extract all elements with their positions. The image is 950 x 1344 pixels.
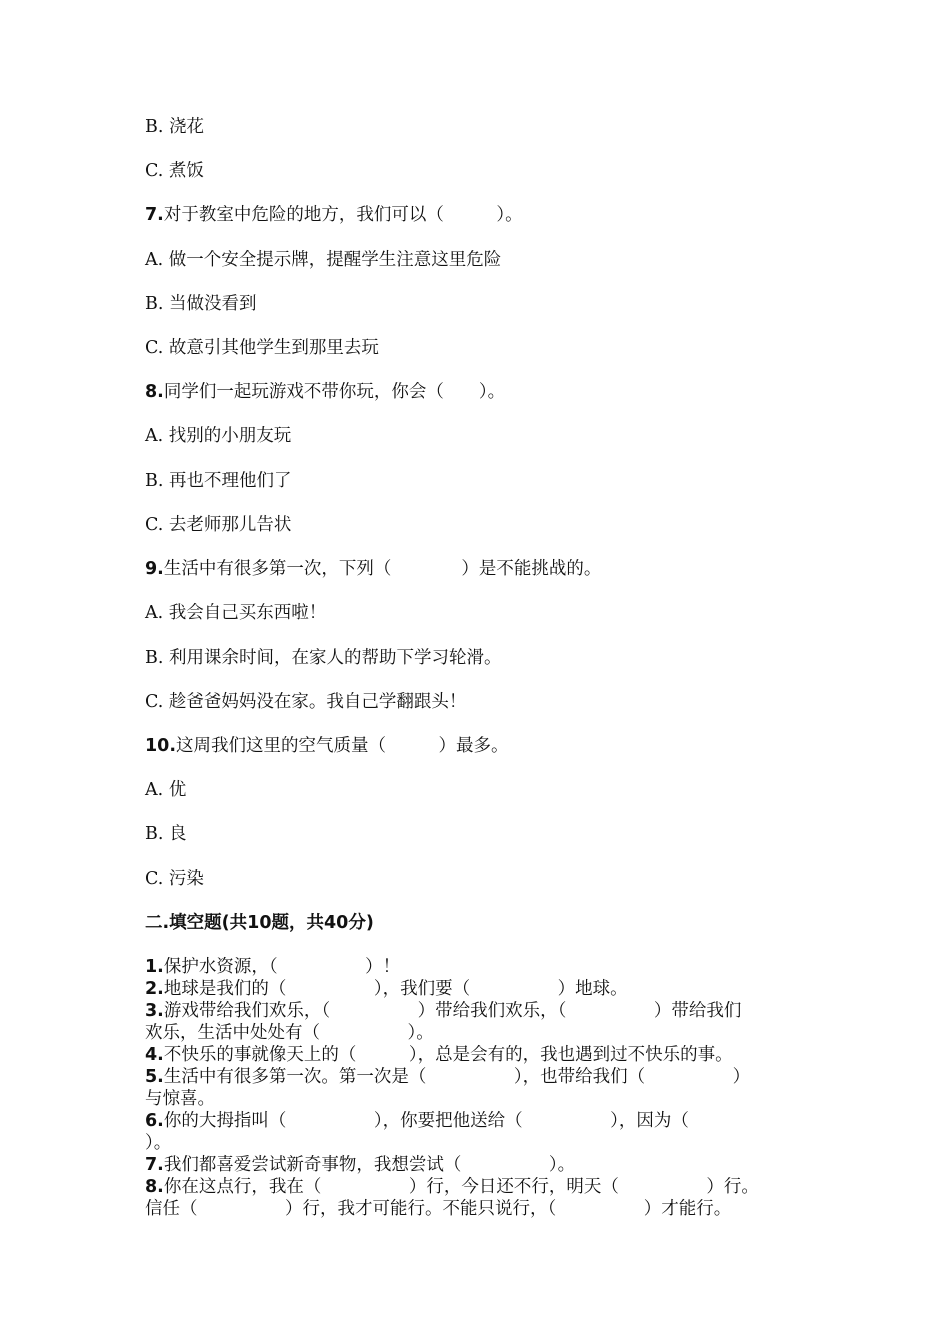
q7-question (145, 203, 523, 227)
fill-number: 5. (145, 1067, 164, 1087)
fill-question-8 (145, 1175, 759, 1199)
fill-number: 2. (145, 979, 164, 999)
fill-number: 8. (145, 1177, 164, 1197)
q10-option-c: C. 污染 (145, 869, 204, 889)
q10-text: 这周我们这里的空气质量（ ）最多。 (176, 736, 509, 756)
q8-option-c: C. 去老师那儿告状 (145, 515, 292, 535)
fill-number: 7. (145, 1155, 164, 1175)
q7-text: 对于教室中危险的地方，我们可以（ ）。 (163, 205, 523, 225)
q7-number: 7. (145, 205, 164, 225)
fill-question-6-cont: ）。 (145, 1133, 172, 1153)
q10-question (145, 734, 509, 758)
fill-number: 1. (145, 957, 164, 977)
q7-option-c: C. 故意引其他学生到那里去玩 (145, 338, 379, 358)
q8-option-b: B. 再也不理他们了 (145, 471, 292, 491)
fill-text: 保护水资源，（ ）！ (163, 957, 401, 977)
fill-question-5 (145, 1065, 750, 1089)
fill-text: 生活中有很多第一次。第一次是（ ），也带给我们（ ） (163, 1067, 751, 1087)
fill-text: 游戏带给我们欢乐，（ ）带给我们欢乐，（ ）带给我们 (163, 1001, 742, 1021)
fill-text: 我们都喜爱尝试新奇事物，我想尝试（ ）。 (163, 1155, 576, 1175)
q9-option-b: B. 利用课余时间，在家人的帮助下学习轮滑。 (145, 648, 502, 668)
q8-question (145, 380, 505, 404)
fill-question-3-cont: 欢乐，生活中处处有（ ）。 (145, 1023, 434, 1043)
q8-text: 同学们一起玩游戏不带你玩，你会（ ）。 (163, 382, 506, 402)
fill-question-3 (145, 999, 741, 1023)
fill-number: 4. (145, 1045, 164, 1065)
q7-option-a: A. 做一个安全提示牌，提醒学生注意这里危险 (145, 250, 502, 270)
q9-text: 生活中有很多第一次，下列（ ）是不能挑战的。 (163, 559, 602, 579)
q6-option-b: B. 浇花 (145, 117, 204, 137)
fill-question-2 (145, 977, 628, 1001)
fill-number: 3. (145, 1001, 164, 1021)
section-heading: 二.填空题(共10题，共40分) (145, 913, 374, 933)
q9-option-c: C. 趁爸爸妈妈没在家。我自己学翻跟头！ (145, 692, 467, 712)
fill-number: 6. (145, 1111, 164, 1131)
q10-number: 10. (145, 736, 177, 756)
fill-text: 你在这点行，我在（ ）行，今日还不行，明天（ ）行。 (163, 1177, 759, 1197)
q10-option-a: A. 优 (145, 780, 187, 800)
q10-option-b: B. 良 (145, 824, 187, 844)
q9-option-a: A. 我会自己买东西啦！ (145, 603, 327, 623)
fill-text: 地球是我们的（ ），我们要（ ）地球。 (163, 979, 628, 999)
q6-option-c: C. 煮饭 (145, 161, 204, 181)
q8-number: 8. (145, 382, 164, 402)
fill-question-5-cont: 与惊喜。 (145, 1089, 215, 1109)
fill-question-1 (145, 955, 400, 979)
q9-question (145, 557, 601, 581)
q9-number: 9. (145, 559, 164, 579)
fill-question-4 (145, 1043, 733, 1067)
fill-question-6 (145, 1109, 689, 1133)
fill-text: 你的大拇指叫（ ），你要把他送给（ ），因为（ (163, 1111, 689, 1131)
fill-text: 不快乐的事就像天上的（ ），总是会有的，我也遇到过不快乐的事。 (163, 1045, 733, 1065)
q8-option-a: A. 找别的小朋友玩 (145, 426, 292, 446)
fill-question-8-cont: 信任（ ）行，我才可能行。不能只说行，（ ）才能行。 (145, 1199, 732, 1219)
q7-option-b: B. 当做没看到 (145, 294, 257, 314)
fill-question-7 (145, 1153, 575, 1177)
